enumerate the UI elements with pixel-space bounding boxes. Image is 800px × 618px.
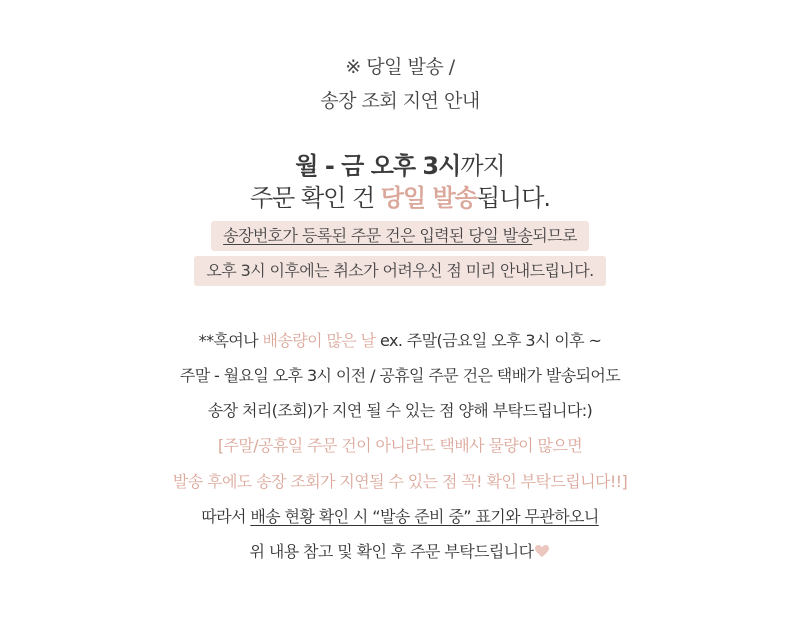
body-line6-underlined: 배송 현황 확인 시 “발송 준비 중” 표기와 무관하오니 [250,507,599,526]
body-line3-text: 송장 처리(조회)가 지연 될 수 있는 점 양해 부탁드립니다:) [207,401,593,420]
body-line1-post: ex. 주말(금요일 오후 3시 이후 ~ [375,331,602,350]
notice-title [0,54,800,80]
hero-until: 까지 [460,152,505,180]
hero-same-day-shipping: 당일 발송 [380,184,477,212]
body-line6-pre: 따라서 [201,507,251,526]
highlight-band-1 [211,221,589,251]
hero-schedule: 월 - 금 오후 3시 [295,152,461,180]
heart-icon [534,541,550,565]
notice-title-text: ※ 당일 발송 / [345,56,455,78]
body-line-2 [0,364,800,388]
body-line4-text: [주말/공휴일 주문 건이 아니라도 택배사 물량이 많으면 [217,436,583,455]
band2-text: 오후 3시 이후에는 취소가 어려우신 점 미리 안내드립니다. [206,261,594,280]
band-row-2 [0,256,800,286]
band1-underlined: 송장번호가 등록된 주문 건은 입력된 당일 발송 [223,226,533,245]
body-line2-text: 주말 - 월요일 오후 3시 이전 / 공휴일 주문 건은 택배가 발송되어도 [179,366,621,385]
notice-subtitle [0,88,800,114]
hero-suffix: 됩니다. [476,184,551,212]
body-line-6 [0,505,800,529]
body-line-4 [0,434,800,458]
body-line-3 [0,399,800,423]
hero-order-check: 주문 확인 건 [249,184,381,212]
band1-rest: 되므로 [532,226,577,245]
notice-subtitle-text: 송장 조회 지연 안내 [320,90,480,112]
body-line5-text: 발송 후에도 송장 조회가 지연될 수 있는 점 꼭! 확인 부탁드립니다!!] [172,472,628,491]
band-row-1 [0,221,800,251]
body-line7-text: 위 내용 참고 및 확인 후 주문 부탁드립니다 [249,542,534,561]
hero-line-1 [0,150,800,182]
hero-line-2 [0,182,800,214]
body-line1-highlight: 배송량이 많은 날 [262,331,376,350]
body-line-7 [0,540,800,565]
body-line-1 [0,329,800,353]
highlight-band-2 [194,256,605,286]
body-line1-pre: **혹여나 [198,331,263,350]
body-line-5 [0,470,800,494]
